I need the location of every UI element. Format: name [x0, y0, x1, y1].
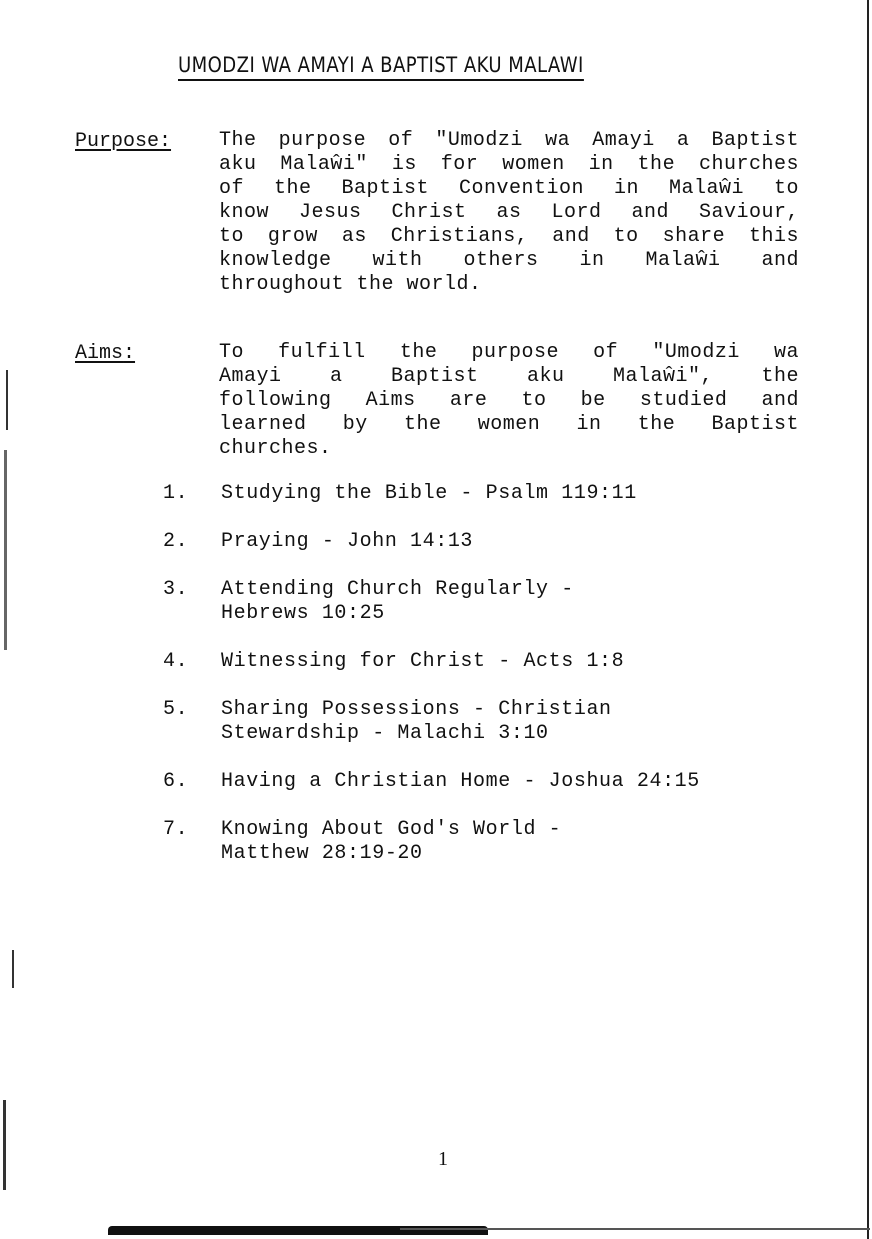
purpose-paragraph [219, 129, 799, 297]
aims-paragraph [219, 341, 799, 461]
scan-edge-mark [4, 450, 7, 650]
list-item-number: 6. [163, 770, 189, 793]
aims-label [75, 342, 135, 366]
list-item-text: Having a Christian Home - Joshua 24:15 [221, 770, 700, 793]
aims-line: To fulfill the purpose of "Umodzi wa [219, 341, 799, 364]
list-item [163, 818, 803, 866]
aims-line: churches. [219, 437, 332, 460]
purpose-label-colon: : [159, 130, 172, 153]
purpose-label-text: Purpose [75, 130, 160, 153]
document-title: UMODZI WA AMAYI A BAPTIST AKU MALAWI [178, 52, 584, 81]
list-item-text: Sharing Possessions - Christian Stewardship - Malachi 3:10 [221, 698, 612, 745]
scan-edge-right [867, 0, 869, 1239]
purpose-line: The purpose of "Umodzi wa Amayi a Baptist [219, 129, 799, 152]
list-item-text: Knowing About God's World - Matthew 28:19-20 [221, 818, 562, 865]
list-item [163, 530, 803, 554]
purpose-line: aku Malaŵi" is for women in the churches [219, 153, 799, 176]
aims-label-text: Aims [75, 342, 124, 365]
list-item-number: 2. [163, 530, 189, 553]
list-item-text: Studying the Bible - Psalm 119:11 [221, 482, 637, 505]
aims-label-colon: : [123, 342, 136, 365]
aims-line: Amayi a Baptist aku Malaŵi", the [219, 365, 799, 388]
scan-bottom-line [400, 1228, 870, 1230]
list-item-number: 3. [163, 578, 189, 601]
list-item-text: Witnessing for Christ - Acts 1:8 [221, 650, 625, 673]
list-item-number: 5. [163, 698, 189, 721]
list-item-number: 1. [163, 482, 189, 505]
purpose-line: know Jesus Christ as Lord and Saviour, [219, 201, 799, 224]
aims-list [163, 482, 803, 890]
list-item-number: 7. [163, 818, 189, 841]
scan-edge-mark [12, 950, 14, 988]
list-item [163, 650, 803, 674]
list-item [163, 770, 803, 794]
aims-line: learned by the women in the Baptist [219, 413, 799, 436]
list-item [163, 578, 803, 626]
list-item-text: Attending Church Regularly - Hebrews 10:25 [221, 578, 574, 625]
scan-edge-mark [3, 1100, 6, 1190]
list-item [163, 482, 803, 506]
list-item-number: 4. [163, 650, 189, 673]
purpose-line: throughout the world. [219, 273, 482, 296]
scan-edge-mark [6, 370, 8, 430]
page-number: 1 [438, 1148, 448, 1170]
list-item-text: Praying - John 14:13 [221, 530, 474, 553]
list-item [163, 698, 803, 746]
purpose-line: to grow as Christians, and to share this [219, 225, 799, 248]
purpose-line: knowledge with others in Malaŵi and [219, 249, 799, 272]
purpose-line: of the Baptist Convention in Malaŵi to [219, 177, 799, 200]
purpose-label [75, 130, 171, 154]
aims-line: following Aims are to be studied and [219, 389, 799, 412]
